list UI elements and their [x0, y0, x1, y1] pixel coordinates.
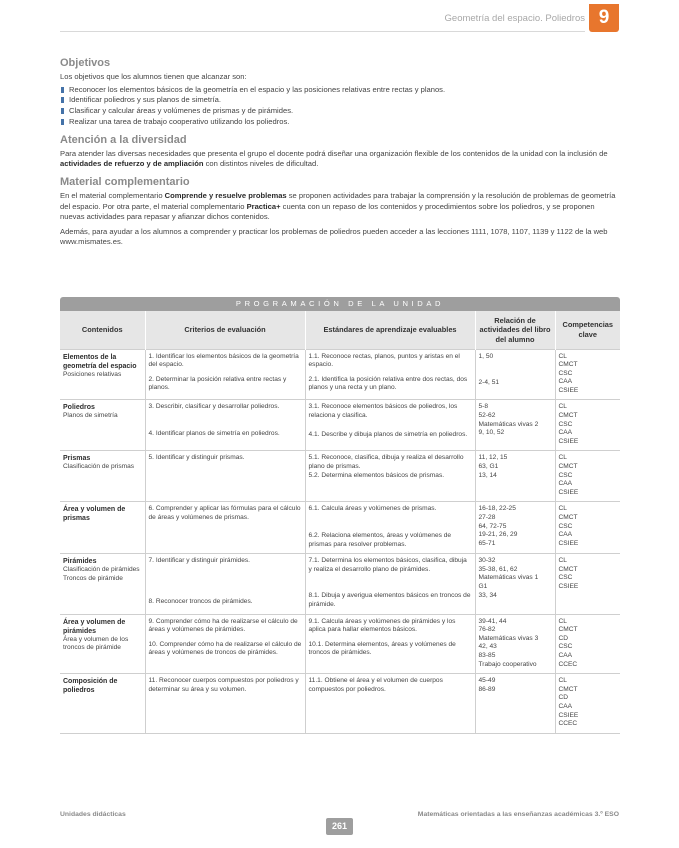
bold-text: Practica+ — [246, 201, 281, 211]
relacion-text: 9, 10, 52 — [478, 429, 505, 437]
competencia: CD — [558, 634, 569, 642]
content-subtitle: Posiciones relativas — [63, 370, 122, 378]
relacion-text: 39-41, 44 — [478, 617, 507, 625]
criterio-text: 11. Reconocer cuerpos compuestos por poliedros y determinar su área y su volumen. — [148, 677, 299, 693]
relacion-text: 42, 43 — [478, 643, 497, 651]
cell-estandares — [305, 674, 475, 734]
estandar-text: 5.1. Reconoce, clasifica, dibuja y realiza el desarrollo plano de prismas. — [308, 454, 464, 471]
cell-criterios — [145, 451, 305, 502]
estandar-text: 6.1. Calcula áreas y volúmenes de prismas. — [308, 505, 437, 513]
content-subtitle: Clasificación de prismas — [63, 463, 135, 471]
table-row — [60, 554, 620, 614]
relacion-text: 63, G1 — [478, 463, 499, 471]
criterio-text: 3. Describir, clasificar y desarrollar poliedros. — [148, 403, 280, 411]
relacion-text: 76-82 — [478, 626, 496, 634]
competencia: CD — [558, 694, 569, 702]
cell-competencias — [555, 554, 620, 614]
criterio-text: 1. Identificar los elementos básicos de la geometría del espacio. — [148, 352, 299, 369]
criterio-text: 6. Comprender y aplicar las fórmulas para el cálculo de áreas y volúmenes de prismas. — [148, 505, 301, 521]
estandar-text: 5.2. Determina elementos básicos de prismas. — [308, 471, 445, 479]
cell-contenidos — [60, 451, 145, 502]
competencia: CSC — [558, 643, 573, 651]
list-item — [60, 117, 620, 128]
competencia: CAA — [558, 378, 573, 386]
estandar-text: 8.1. Dibuja y averigua elementos básicos en troncos de pirámide. — [308, 592, 471, 608]
material-section — [60, 176, 620, 248]
relacion-text: 2-4, 51 — [478, 379, 500, 387]
diversidad-text — [60, 149, 620, 170]
criterio-text: 8. Reconocer troncos de pirámides. — [148, 597, 253, 605]
estandar-text: 3.1. Reconoce elementos básicos de poliedros, los relaciona y clasifica. — [308, 403, 458, 420]
competencia: CSIEE — [558, 711, 579, 719]
col-header-competencias: Competencias clave — [555, 311, 620, 349]
relacion-text: 16-18, 22-25 — [478, 505, 516, 513]
cell-criterios — [145, 502, 305, 554]
estandar-text: 6.2. Relaciona elementos, áreas y volúmenes de prismas para resolver problemas. — [308, 532, 452, 548]
cell-relacion — [475, 451, 555, 502]
competencia: CSIEE — [558, 539, 579, 547]
content-subtitle: Clasificación de pirámides — [63, 566, 140, 574]
competencia: CL — [558, 403, 567, 411]
content-subtitle: Área y volumen de los troncos de pirámide — [63, 635, 129, 652]
text-span: En el material complementario — [60, 190, 165, 200]
relacion-text: 27-28 — [478, 514, 496, 521]
header-rule — [60, 31, 585, 32]
list-item-text: Clasificar y calcular áreas y volúmenes de prismas y de pirámides. — [69, 106, 294, 116]
competencia: CSC — [558, 420, 573, 428]
programacion-table — [60, 297, 620, 734]
cell-criterios — [145, 614, 305, 674]
estandar-text: 11.1. Obtiene el área y el volumen de cuerpos compuestos por poliedros. — [308, 677, 443, 693]
competencia: CSIEE — [558, 488, 579, 496]
relacion-text: 64, 72-75 — [478, 522, 507, 530]
list-item — [60, 85, 620, 96]
estandar-text: 7.1. Determina los elementos básicos, clasifica, dibuja y realiza el desarrollo plano de pirámides. — [308, 557, 467, 573]
competencia: CMCT — [558, 412, 578, 420]
relacion-text: Matemáticas vivas 2 — [478, 420, 539, 428]
criterio-text: 9. Comprender cómo ha de realizarse el cálculo de áreas y volúmenes de pirámides. — [148, 617, 298, 634]
relacion-text: 1, 50 — [478, 352, 494, 360]
cell-relacion — [475, 614, 555, 674]
relacion-text: 33, 34 — [478, 591, 497, 599]
cell-relacion — [475, 674, 555, 734]
cell-contenidos — [60, 674, 145, 734]
page-header — [0, 0, 679, 32]
cell-estandares — [305, 554, 475, 614]
content-title: Elementos de la geometría del espacio — [63, 353, 137, 370]
cell-estandares — [305, 614, 475, 674]
cell-estandares — [305, 451, 475, 502]
estandar-text: 10.1. Determina elementos, áreas y volúmenes de troncos de pirámides. — [308, 640, 456, 657]
competencia: CL — [558, 617, 567, 625]
relacion-text: 35-38, 61, 62 — [478, 565, 518, 573]
cell-criterios — [145, 400, 305, 451]
diversidad-section — [60, 134, 620, 170]
relacion-text: 52-62 — [478, 412, 496, 420]
bullet-icon — [61, 97, 64, 103]
competencia: CSC — [558, 369, 573, 377]
content-subtitle: Troncos de pirámide — [63, 574, 123, 582]
competencia: CAA — [558, 531, 573, 539]
competencia: CMCT — [558, 685, 578, 693]
content-title: Área y volumen de prismas — [63, 506, 126, 523]
competencia: CMCT — [558, 514, 578, 521]
bullet-icon — [61, 87, 64, 93]
competencia: CSC — [558, 471, 573, 479]
cell-competencias — [555, 451, 620, 502]
list-item-text: Realizar una tarea de trabajo cooperativo utilizando los poliedros. — [69, 116, 290, 126]
table-row — [60, 502, 620, 554]
criterio-text: 10. Comprender cómo ha de realizarse el cálculo de áreas y volúmenes de troncos de pirámides. — [148, 640, 302, 657]
material-paragraph-2: Además, para ayudar a los alumnos a comprender y practicar los problemas de poliedros pueden acceder a las lecciones 1111, 1078, 1107, 1139 y 1122 de la web www.mismates.es. — [60, 226, 608, 247]
competencia: CSIEE — [558, 386, 579, 394]
competencia: CSC — [558, 522, 573, 530]
cell-contenidos — [60, 502, 145, 554]
table-banner: PROGRAMACIÓN DE LA UNIDAD — [60, 297, 620, 311]
relacion-text: 83-85 — [478, 651, 496, 659]
relacion-text: Matemáticas vivas 1 — [478, 574, 539, 582]
cell-competencias — [555, 502, 620, 554]
relacion-text: Matemáticas vivas 3 — [478, 634, 539, 642]
cell-contenidos — [60, 349, 145, 400]
table — [60, 311, 620, 734]
competencia: CMCT — [558, 463, 578, 471]
content-title: Área y volumen de pirámides — [63, 618, 126, 635]
cell-criterios — [145, 349, 305, 400]
estandar-text: 2.1. Identifica la posición relativa entre dos rectas, dos planos y una recta y un plano. — [308, 375, 468, 392]
table-row — [60, 400, 620, 451]
cell-relacion — [475, 502, 555, 554]
list-item — [60, 95, 620, 106]
cell-estandares — [305, 349, 475, 400]
material-heading: Material complementario — [60, 175, 190, 188]
col-header-relacion: Relación de actividades del libro del alumno — [475, 311, 555, 349]
objetivos-section — [60, 57, 620, 128]
cell-estandares — [305, 400, 475, 451]
criterio-text: 7. Identificar y distinguir pirámides. — [148, 557, 251, 565]
competencia: CCEC — [558, 660, 578, 668]
competencia: CAA — [558, 429, 573, 437]
cell-competencias — [555, 614, 620, 674]
list-item-text: Reconocer los elementos básicos de la geometría en el espacio y las posiciones relativas entre rectas y planos. — [69, 84, 446, 94]
competencia: CAA — [558, 651, 573, 659]
cell-relacion — [475, 349, 555, 400]
relacion-text: 11, 12, 15 — [478, 454, 508, 462]
content-title: Prismas — [63, 455, 91, 463]
page-number: 261 — [326, 818, 353, 835]
material-paragraph-1 — [60, 191, 620, 223]
competencia: CMCT — [558, 361, 578, 369]
cell-contenidos — [60, 400, 145, 451]
estandar-text: 9.1. Calcula áreas y volúmenes de pirámides y los aplica para hallar elementos básicos. — [308, 617, 456, 634]
competencia: CAA — [558, 702, 573, 710]
estandar-text: 1.1. Reconoce rectas, planos, puntos y aristas en el espacio. — [308, 352, 460, 369]
competencia: CL — [558, 352, 567, 360]
diversidad-heading: Atención a la diversidad — [60, 133, 187, 146]
text-span: Para atender las diversas necesidades que presenta el grupo el docente podrá diseñar una organización flexible de los contenidos de la unidad con la inclusión de — [60, 148, 608, 158]
relacion-text: 19-21, 26, 29 — [478, 531, 518, 539]
competencia: CSIEE — [558, 582, 579, 590]
content-title: Pirámides — [63, 558, 97, 566]
col-header-criterios: Criterios de evaluación — [145, 311, 305, 349]
relacion-text: 5-8 — [478, 403, 489, 411]
relacion-text: 45-49 — [478, 677, 496, 685]
competencia: CMCT — [558, 626, 578, 634]
footer-left: Unidades didácticas — [60, 811, 126, 818]
list-item-text: Identificar poliedros y sus planos de simetría. — [69, 95, 221, 105]
main-content — [60, 57, 620, 254]
competencia: CL — [558, 505, 567, 513]
content-subtitle: Planos de simetría — [63, 412, 118, 420]
objetivos-list — [60, 85, 620, 128]
bold-text: actividades de refuerzo y de ampliación — [60, 159, 204, 169]
table-row — [60, 614, 620, 674]
competencia: CSC — [558, 574, 573, 582]
cell-contenidos — [60, 614, 145, 674]
cell-relacion — [475, 554, 555, 614]
bold-text: Comprende y resuelve problemas — [164, 190, 287, 200]
competencia: CMCT — [558, 565, 578, 573]
header-title: Geometría del espacio. Poliedros — [444, 13, 585, 24]
col-header-contenidos: Contenidos — [60, 311, 145, 349]
table-row — [60, 674, 620, 734]
cell-relacion — [475, 400, 555, 451]
content-title: Poliedros — [63, 404, 95, 412]
estandar-text: 4.1. Describe y dibuja planos de simetría en poliedros. — [308, 430, 468, 438]
chapter-badge: 9 — [589, 4, 619, 32]
col-header-estandares: Estándares de aprendizaje evaluables — [305, 311, 475, 349]
bullet-icon — [61, 119, 64, 125]
competencia: CL — [558, 454, 567, 462]
text-span: con distintos niveles de dificultad. — [203, 159, 319, 169]
text-span: cuenta con un repaso de los contenidos y procedimientos sobre los poliedros, y se proponen nuevas actividades para repasar y afianzar dichos contenidos. — [60, 201, 595, 222]
text-span: se proponen actividades para trabajar la comprensión y la resolución de problemas de geometría del espacio. Por otra parte, el material complementario — [60, 190, 616, 211]
competencia: CL — [558, 557, 567, 565]
cell-contenidos — [60, 554, 145, 614]
bullet-icon — [61, 108, 64, 114]
competencia: CSIEE — [558, 437, 579, 445]
table-header-row — [60, 311, 620, 349]
cell-criterios — [145, 674, 305, 734]
relacion-text: 30-32 — [478, 557, 496, 565]
cell-criterios — [145, 554, 305, 614]
relacion-text: 86-89 — [478, 685, 496, 693]
cell-competencias — [555, 349, 620, 400]
competencia: CCEC — [558, 720, 578, 728]
cell-estandares — [305, 502, 475, 554]
cell-competencias — [555, 674, 620, 734]
cell-competencias — [555, 400, 620, 451]
criterio-text: 4. Identificar planos de simetría en poliedros. — [148, 430, 280, 438]
footer-right: Matemáticas orientadas a las enseñanzas académicas 3.º ESO — [417, 811, 619, 818]
relacion-text: Trabajo cooperativo — [478, 660, 537, 668]
list-item — [60, 106, 620, 117]
competencia: CAA — [558, 480, 573, 488]
criterio-text: 2. Determinar la posición relativa entre rectas y planos. — [148, 375, 287, 392]
objetivos-intro: Los objetivos que los alumnos tienen que alcanzar son: — [60, 72, 247, 81]
criterio-text: 5. Identificar y distinguir prismas. — [148, 454, 245, 462]
objetivos-heading: Objetivos — [60, 57, 111, 69]
competencia: CL — [558, 677, 567, 685]
relacion-text: 65-71 — [478, 539, 496, 547]
relacion-text: 13, 14 — [478, 471, 497, 479]
table-row — [60, 349, 620, 400]
content-title: Composición de poliedros — [63, 678, 118, 695]
table-row — [60, 451, 620, 502]
relacion-text: G1 — [478, 582, 488, 590]
